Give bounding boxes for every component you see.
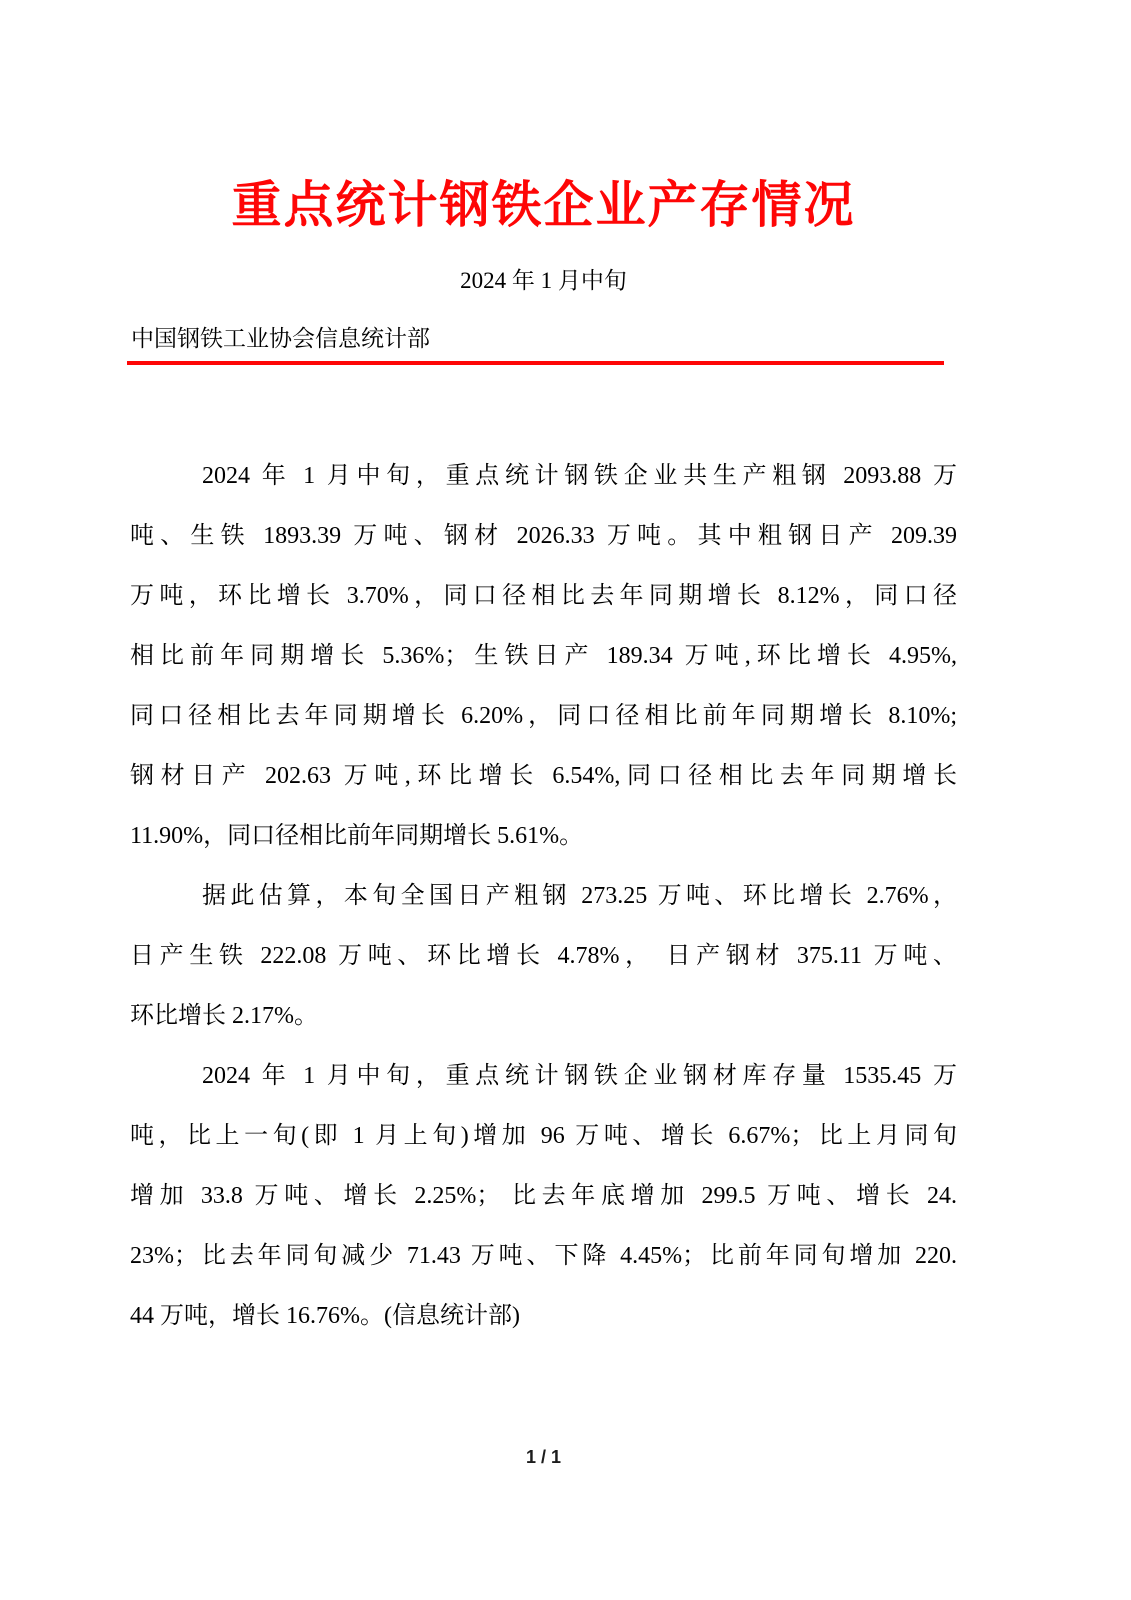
report-period-subtitle: 2024 年 1 月中旬 [460,268,627,293]
body-line: 相比前年同期增长 5.36%；生铁日产 189.34 万吨,环比增长 4.95%, [130,643,957,669]
body-line: 44 万吨，增长 16.76%。(信息统计部) [130,1303,520,1329]
body-line: 据此估算，本旬全国日产粗钢 273.25 万吨、环比增长 2.76%， [202,883,957,909]
page-title: 重点统计钢铁企业产存情况 [231,177,856,233]
body-line: 增加 33.8 万吨、增长 2.25%； 比去年底增加 299.5 万吨、增长 24. [130,1183,957,1209]
body-line: 11.90%，同口径相比前年同期增长 5.61%。 [130,823,584,849]
body-line: 吨，比上一旬(即 1 月上旬)增加 96 万吨、增长 6.67%；比上月同旬 [130,1123,957,1149]
body-line: 环比增长 2.17%。 [130,1003,318,1029]
red-divider-rule [127,361,944,365]
body-line: 吨、生铁 1893.39 万吨、钢材 2026.33 万吨。其中粗钢日产 209.39 [130,523,957,549]
body-line: 23%；比去年同旬减少 71.43 万吨、下降 4.45%；比前年同旬增加 220. [130,1243,957,1269]
document-body [130,446,957,1346]
body-line: 2024 年 1 月中旬，重点统计钢铁企业共生产粗钢 2093.88 万 [202,463,957,489]
body-line: 钢材日产 202.63 万吨,环比增长 6.54%,同口径相比去年同期增长 [130,763,957,789]
organization-line: 中国钢铁工业协会信息统计部 [131,326,430,351]
body-line: 同口径相比去年同期增长 6.20%，同口径相比前年同期增长 8.10%; [130,703,957,729]
body-line: 日产生铁 222.08 万吨、环比增长 4.78%， 日产钢材 375.11 万吨、 [130,943,957,969]
body-line: 2024 年 1 月中旬，重点统计钢铁企业钢材库存量 1535.45 万 [202,1063,957,1089]
body-line: 万吨，环比增长 3.70%，同口径相比去年同期增长 8.12%，同口径 [130,583,957,609]
page-number: 1 / 1 [525,1447,562,1467]
